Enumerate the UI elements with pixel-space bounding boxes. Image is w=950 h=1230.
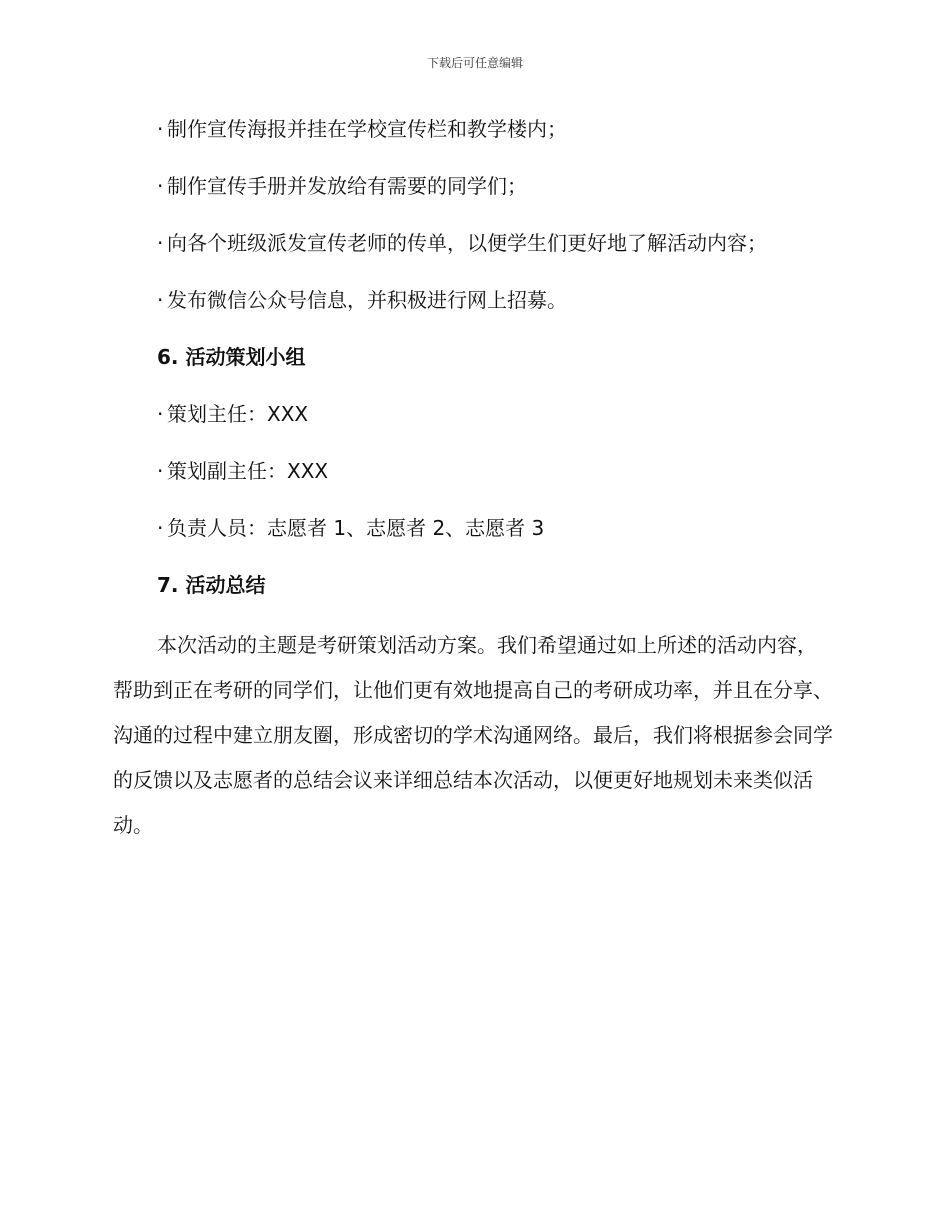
section6-heading: 6. 活动策划小组 [157,345,306,369]
team-item-text: 负责人员：志愿者 1、志愿者 2、志愿者 3 [167,516,545,540]
promotion-item-text: 发布微信公众号信息，并积极进行网上招募。 [167,288,567,312]
bullet-dot: · [157,402,164,426]
bullet-dot: · [157,174,164,198]
team-item [157,509,833,547]
promotion-item-text: 制作宣传手册并发放给有需要的同学们； [167,174,527,198]
bullet-dot: · [157,117,164,141]
team-item [157,452,833,490]
promotion-item [157,281,833,319]
promotion-item [157,224,833,262]
bullet-dot: · [157,288,164,312]
bullet-dot: · [157,231,164,255]
section7-heading: 7. 活动总结 [157,573,266,597]
page-header-note: 下载后可任意编辑 [426,56,523,70]
document-body [113,110,833,848]
promotion-item-text: 向各个班级派发宣传老师的传单，以便学生们更好地了解活动内容； [167,231,767,255]
summary-paragraph: 本次活动的主题是考研策划活动方案。我们希望通过如上所述的活动内容，帮助到正在考研的同学们，让他们更有效地提高自己的考研成功率，并且在分享、沟通的过程中建立朋友圈，形成密切的学术沟通网络。最后，我们将根据参会同学的反馈以及志愿者的总结会议来详细总结本次活动，以便更好地规划未来类似活动。 [113,633,833,837]
promotion-item [157,167,833,205]
bullet-dot: · [157,516,164,540]
promotion-item-text: 制作宣传海报并挂在学校宣传栏和教学楼内； [167,117,567,141]
team-item [157,395,833,433]
team-item-text: 策划主任：XXX [167,402,309,426]
promotion-item [157,110,833,148]
bullet-dot: · [157,459,164,483]
team-item-text: 策划副主任：XXX [167,459,329,483]
